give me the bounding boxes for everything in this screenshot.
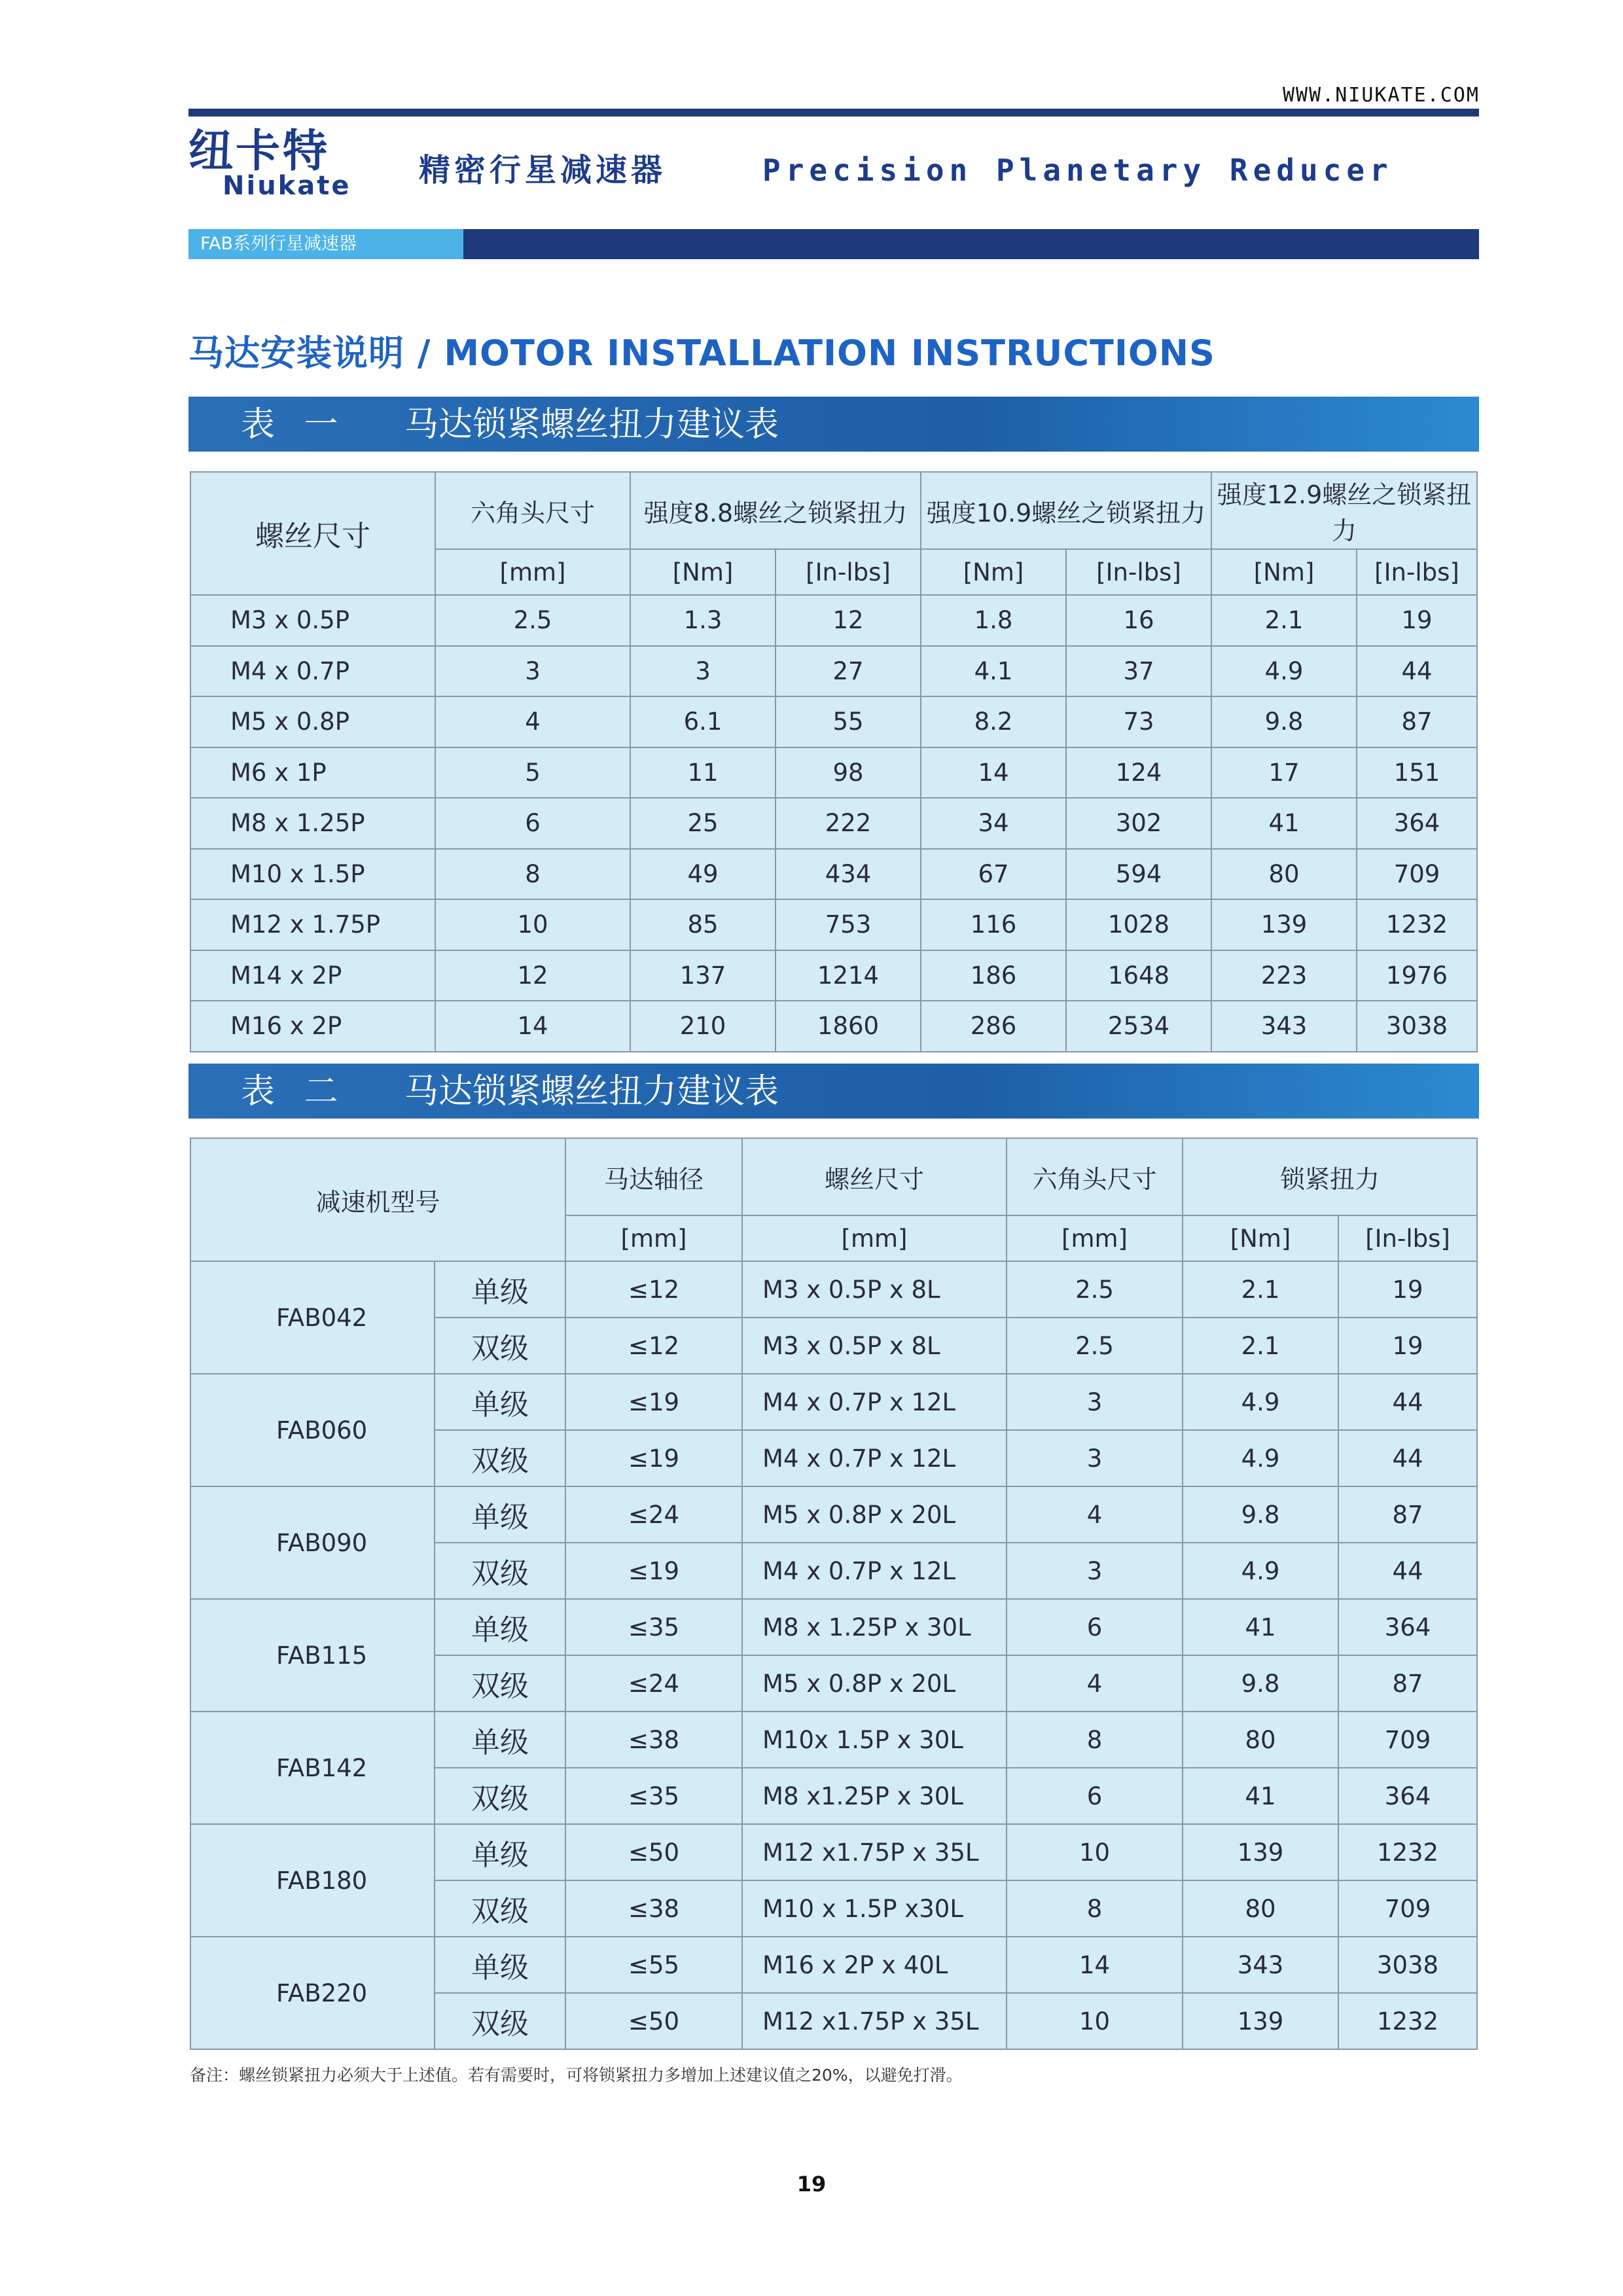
value-cell: 4.9 bbox=[1183, 1374, 1338, 1430]
table-row bbox=[190, 798, 1477, 849]
section-title: 马达安装说明 / MOTOR INSTALLATION INSTRUCTIONS bbox=[188, 332, 1215, 374]
t2-unit-mm: [mm] bbox=[565, 1215, 742, 1261]
t2-unit-mm: [mm] bbox=[1007, 1215, 1183, 1261]
value-cell: 434 bbox=[776, 849, 921, 900]
value-cell: ≤50 bbox=[565, 1824, 742, 1880]
screw-size-cell: M8 x 1.25P bbox=[190, 798, 435, 849]
value-cell: 151 bbox=[1357, 747, 1477, 798]
stage-cell: 单级 bbox=[435, 1599, 565, 1655]
value-cell: 3 bbox=[1007, 1374, 1183, 1430]
t1-unit-inlbs: [In-lbs] bbox=[776, 549, 921, 595]
value-cell: 19 bbox=[1357, 595, 1477, 646]
screw-spec-cell: M10 x 1.5P x30L bbox=[742, 1880, 1007, 1937]
value-cell: 6 bbox=[435, 798, 630, 849]
stage-cell: 单级 bbox=[435, 1261, 565, 1318]
value-cell: 16 bbox=[1066, 595, 1211, 646]
t1-header-grade-10-9: 强度10.9螺丝之锁紧扭力 bbox=[921, 472, 1211, 549]
value-cell: 4.9 bbox=[1183, 1430, 1338, 1486]
value-cell: 67 bbox=[921, 849, 1066, 900]
value-cell: 4 bbox=[1007, 1655, 1183, 1712]
t1-header-grade-8-8: 强度8.8螺丝之锁紧扭力 bbox=[630, 472, 921, 549]
screw-size-cell: M3 x 0.5P bbox=[190, 595, 435, 646]
header-rule bbox=[188, 109, 1479, 117]
value-cell: 14 bbox=[1007, 1937, 1183, 1993]
t1-unit-nm: [Nm] bbox=[1211, 549, 1357, 595]
value-cell: 116 bbox=[921, 899, 1066, 950]
value-cell: 1028 bbox=[1066, 899, 1211, 950]
model-cell: FAB060 bbox=[190, 1374, 435, 1486]
value-cell: 80 bbox=[1183, 1880, 1338, 1937]
value-cell: 343 bbox=[1211, 1001, 1357, 1052]
value-cell: 44 bbox=[1357, 646, 1477, 697]
table1-torque-by-screw bbox=[190, 471, 1478, 1052]
value-cell: 98 bbox=[776, 747, 921, 798]
screw-size-cell: M12 x 1.75P bbox=[190, 899, 435, 950]
value-cell: 2534 bbox=[1066, 1001, 1211, 1052]
value-cell: ≤19 bbox=[565, 1374, 742, 1430]
stage-cell: 单级 bbox=[435, 1824, 565, 1880]
t1-header-hex: 六角头尺寸 bbox=[435, 472, 630, 549]
table-row bbox=[190, 1001, 1477, 1052]
value-cell: 3038 bbox=[1357, 1001, 1477, 1052]
screw-spec-cell: M3 x 0.5P x 8L bbox=[742, 1318, 1007, 1374]
value-cell: 10 bbox=[1007, 1993, 1183, 2049]
t1-unit-nm: [Nm] bbox=[630, 549, 776, 595]
value-cell: 6 bbox=[1007, 1599, 1183, 1655]
value-cell: 19 bbox=[1338, 1318, 1477, 1374]
value-cell: 4.9 bbox=[1183, 1543, 1338, 1599]
screw-size-cell: M5 x 0.8P bbox=[190, 696, 435, 747]
screw-spec-cell: M16 x 2P x 40L bbox=[742, 1937, 1007, 1993]
brand-logo-en: Niukate bbox=[223, 171, 351, 201]
table-row bbox=[190, 849, 1477, 900]
t2-unit-mm: [mm] bbox=[742, 1215, 1007, 1261]
value-cell: 12 bbox=[435, 950, 630, 1001]
value-cell: ≤12 bbox=[565, 1261, 742, 1318]
value-cell: 4.1 bbox=[921, 646, 1066, 697]
stage-cell: 双级 bbox=[435, 1880, 565, 1937]
value-cell: 49 bbox=[630, 849, 776, 900]
value-cell: 1232 bbox=[1338, 1993, 1477, 2049]
value-cell: ≤19 bbox=[565, 1430, 742, 1486]
value-cell: ≤50 bbox=[565, 1993, 742, 2049]
value-cell: 73 bbox=[1066, 696, 1211, 747]
value-cell: 3038 bbox=[1338, 1937, 1477, 1993]
value-cell: 1648 bbox=[1066, 950, 1211, 1001]
value-cell: 3 bbox=[630, 646, 776, 697]
table2-number: 表 二 bbox=[241, 1072, 348, 1111]
value-cell: 302 bbox=[1066, 798, 1211, 849]
screw-size-cell: M14 x 2P bbox=[190, 950, 435, 1001]
value-cell: 27 bbox=[776, 646, 921, 697]
value-cell: 2.5 bbox=[1007, 1318, 1183, 1374]
value-cell: 223 bbox=[1211, 950, 1357, 1001]
table-row bbox=[190, 747, 1477, 798]
value-cell: 80 bbox=[1183, 1712, 1338, 1768]
value-cell: 1.3 bbox=[630, 595, 776, 646]
value-cell: 753 bbox=[776, 899, 921, 950]
screw-spec-cell: M10x 1.5P x 30L bbox=[742, 1712, 1007, 1768]
website-url: WWW.NIUKATE.COM bbox=[1283, 84, 1480, 107]
value-cell: 44 bbox=[1338, 1374, 1477, 1430]
value-cell: 25 bbox=[630, 798, 776, 849]
model-cell: FAB090 bbox=[190, 1486, 435, 1599]
value-cell: 210 bbox=[630, 1001, 776, 1052]
value-cell: 87 bbox=[1357, 696, 1477, 747]
value-cell: 1.8 bbox=[921, 595, 1066, 646]
product-title-en: Precision Planetary Reducer bbox=[762, 152, 1393, 188]
screw-spec-cell: M5 x 0.8P x 20L bbox=[742, 1486, 1007, 1543]
value-cell: 139 bbox=[1183, 1824, 1338, 1880]
t2-header-screw: 螺丝尺寸 bbox=[742, 1138, 1007, 1215]
screw-spec-cell: M4 x 0.7P x 12L bbox=[742, 1430, 1007, 1486]
value-cell: 34 bbox=[921, 798, 1066, 849]
value-cell: 37 bbox=[1066, 646, 1211, 697]
value-cell: 44 bbox=[1338, 1543, 1477, 1599]
value-cell: ≤24 bbox=[565, 1486, 742, 1543]
value-cell: 2.1 bbox=[1183, 1318, 1338, 1374]
stage-cell: 单级 bbox=[435, 1486, 565, 1543]
value-cell: 14 bbox=[435, 1001, 630, 1052]
value-cell: 594 bbox=[1066, 849, 1211, 900]
value-cell: 80 bbox=[1211, 849, 1357, 900]
value-cell: 17 bbox=[1211, 747, 1357, 798]
value-cell: 8 bbox=[1007, 1712, 1183, 1768]
screw-size-cell: M6 x 1P bbox=[190, 747, 435, 798]
value-cell: 41 bbox=[1183, 1768, 1338, 1824]
stage-cell: 双级 bbox=[435, 1993, 565, 2049]
value-cell: ≤35 bbox=[565, 1599, 742, 1655]
value-cell: 6.1 bbox=[630, 696, 776, 747]
screw-size-cell: M10 x 1.5P bbox=[190, 849, 435, 900]
value-cell: 137 bbox=[630, 950, 776, 1001]
stage-cell: 双级 bbox=[435, 1318, 565, 1374]
value-cell: 10 bbox=[1007, 1824, 1183, 1880]
value-cell: 87 bbox=[1338, 1486, 1477, 1543]
value-cell: 1232 bbox=[1338, 1824, 1477, 1880]
stage-cell: 双级 bbox=[435, 1768, 565, 1824]
value-cell: 286 bbox=[921, 1001, 1066, 1052]
value-cell: 87 bbox=[1338, 1655, 1477, 1712]
footnote: 备注：螺丝锁紧扭力必须大于上述值。若有需要时，可将锁紧扭力多增加上述建议值之20%，以避免打滑。 bbox=[190, 2066, 963, 2085]
value-cell: 709 bbox=[1338, 1712, 1477, 1768]
value-cell: 3 bbox=[435, 646, 630, 697]
value-cell: 10 bbox=[435, 899, 630, 950]
value-cell: ≤24 bbox=[565, 1655, 742, 1712]
model-cell: FAB142 bbox=[190, 1712, 435, 1824]
table-row bbox=[190, 1712, 1477, 1768]
value-cell: 8 bbox=[435, 849, 630, 900]
value-cell: 55 bbox=[776, 696, 921, 747]
value-cell: 12 bbox=[776, 595, 921, 646]
value-cell: 709 bbox=[1357, 849, 1477, 900]
t1-header-screw: 螺丝尺寸 bbox=[190, 472, 435, 595]
model-cell: FAB115 bbox=[190, 1599, 435, 1712]
value-cell: ≤55 bbox=[565, 1937, 742, 1993]
table1-banner bbox=[188, 397, 1479, 452]
value-cell: 1976 bbox=[1357, 950, 1477, 1001]
table-row bbox=[190, 899, 1477, 950]
product-title-cn: 精密行星减速器 bbox=[419, 152, 667, 188]
value-cell: 709 bbox=[1338, 1880, 1477, 1937]
value-cell: 139 bbox=[1211, 899, 1357, 950]
series-label: FAB系列行星减速器 bbox=[200, 234, 357, 254]
value-cell: ≤12 bbox=[565, 1318, 742, 1374]
t1-unit-nm: [Nm] bbox=[921, 549, 1066, 595]
table-row bbox=[190, 646, 1477, 697]
table-row bbox=[190, 1374, 1477, 1430]
screw-size-cell: M4 x 0.7P bbox=[190, 646, 435, 697]
t1-unit-inlbs: [In-lbs] bbox=[1357, 549, 1477, 595]
screw-spec-cell: M8 x 1.25P x 30L bbox=[742, 1599, 1007, 1655]
value-cell: ≤38 bbox=[565, 1712, 742, 1768]
table-row bbox=[190, 1261, 1477, 1318]
stage-cell: 单级 bbox=[435, 1374, 565, 1430]
screw-spec-cell: M4 x 0.7P x 12L bbox=[742, 1374, 1007, 1430]
brand-logo-cn: 纽卡特 bbox=[188, 126, 330, 177]
value-cell: 8 bbox=[1007, 1880, 1183, 1937]
model-cell: FAB180 bbox=[190, 1824, 435, 1937]
table2-banner bbox=[188, 1064, 1479, 1119]
table-row bbox=[190, 696, 1477, 747]
value-cell: 9.8 bbox=[1211, 696, 1357, 747]
value-cell: 4.9 bbox=[1211, 646, 1357, 697]
value-cell: 9.8 bbox=[1183, 1655, 1338, 1712]
value-cell: 44 bbox=[1338, 1430, 1477, 1486]
value-cell: 1214 bbox=[776, 950, 921, 1001]
value-cell: 2.5 bbox=[435, 595, 630, 646]
value-cell: 41 bbox=[1211, 798, 1357, 849]
table1-number: 表 一 bbox=[241, 405, 348, 444]
value-cell: 2.1 bbox=[1211, 595, 1357, 646]
value-cell: 85 bbox=[630, 899, 776, 950]
t2-header-hex: 六角头尺寸 bbox=[1007, 1138, 1183, 1215]
t2-unit-inlbs: [In-lbs] bbox=[1338, 1215, 1477, 1261]
value-cell: 124 bbox=[1066, 747, 1211, 798]
value-cell: 364 bbox=[1338, 1768, 1477, 1824]
page-number: 19 bbox=[796, 2172, 827, 2197]
t2-unit-nm: [Nm] bbox=[1183, 1215, 1338, 1261]
screw-spec-cell: M3 x 0.5P x 8L bbox=[742, 1261, 1007, 1318]
stage-cell: 单级 bbox=[435, 1937, 565, 1993]
value-cell: ≤38 bbox=[565, 1880, 742, 1937]
value-cell: 139 bbox=[1183, 1993, 1338, 2049]
value-cell: 1860 bbox=[776, 1001, 921, 1052]
screw-size-cell: M16 x 2P bbox=[190, 1001, 435, 1052]
table1-title: 马达锁紧螺丝扭力建议表 bbox=[404, 405, 779, 444]
value-cell: 4 bbox=[1007, 1486, 1183, 1543]
value-cell: 14 bbox=[921, 747, 1066, 798]
value-cell: 222 bbox=[776, 798, 921, 849]
t2-header-model: 减速机型号 bbox=[190, 1138, 565, 1261]
t1-header-grade-12-9: 强度12.9螺丝之锁紧扭力 bbox=[1211, 472, 1477, 549]
value-cell: 8.2 bbox=[921, 696, 1066, 747]
table2-torque-by-model bbox=[190, 1138, 1478, 2050]
table2-title: 马达锁紧螺丝扭力建议表 bbox=[404, 1072, 779, 1111]
table-row bbox=[190, 595, 1477, 646]
stage-cell: 双级 bbox=[435, 1430, 565, 1486]
value-cell: 2.1 bbox=[1183, 1261, 1338, 1318]
t2-header-shaft: 马达轴径 bbox=[565, 1138, 742, 1215]
value-cell: 364 bbox=[1338, 1599, 1477, 1655]
value-cell: 186 bbox=[921, 950, 1066, 1001]
table-row bbox=[190, 950, 1477, 1001]
table-row bbox=[190, 1937, 1477, 1993]
value-cell: 3 bbox=[1007, 1543, 1183, 1599]
value-cell: 11 bbox=[630, 747, 776, 798]
t1-unit-inlbs: [In-lbs] bbox=[1066, 549, 1211, 595]
model-cell: FAB220 bbox=[190, 1937, 435, 2049]
value-cell: 9.8 bbox=[1183, 1486, 1338, 1543]
table-row bbox=[190, 1824, 1477, 1880]
value-cell: 5 bbox=[435, 747, 630, 798]
stage-cell: 单级 bbox=[435, 1712, 565, 1768]
stage-cell: 双级 bbox=[435, 1543, 565, 1599]
table-row bbox=[190, 1486, 1477, 1543]
value-cell: 1232 bbox=[1357, 899, 1477, 950]
value-cell: 4 bbox=[435, 696, 630, 747]
t1-unit-mm: [mm] bbox=[435, 549, 630, 595]
screw-spec-cell: M5 x 0.8P x 20L bbox=[742, 1655, 1007, 1712]
table-row bbox=[190, 1599, 1477, 1655]
value-cell: 19 bbox=[1338, 1261, 1477, 1318]
t2-header-torque: 锁紧扭力 bbox=[1183, 1138, 1477, 1215]
stage-cell: 双级 bbox=[435, 1655, 565, 1712]
model-cell: FAB042 bbox=[190, 1261, 435, 1374]
value-cell: 3 bbox=[1007, 1430, 1183, 1486]
value-cell: ≤35 bbox=[565, 1768, 742, 1824]
value-cell: ≤19 bbox=[565, 1543, 742, 1599]
screw-spec-cell: M8 x1.25P x 30L bbox=[742, 1768, 1007, 1824]
value-cell: 364 bbox=[1357, 798, 1477, 849]
screw-spec-cell: M12 x1.75P x 35L bbox=[742, 1824, 1007, 1880]
value-cell: 41 bbox=[1183, 1599, 1338, 1655]
value-cell: 343 bbox=[1183, 1937, 1338, 1993]
screw-spec-cell: M12 x1.75P x 35L bbox=[742, 1993, 1007, 2049]
value-cell: 6 bbox=[1007, 1768, 1183, 1824]
value-cell: 2.5 bbox=[1007, 1261, 1183, 1318]
screw-spec-cell: M4 x 0.7P x 12L bbox=[742, 1543, 1007, 1599]
